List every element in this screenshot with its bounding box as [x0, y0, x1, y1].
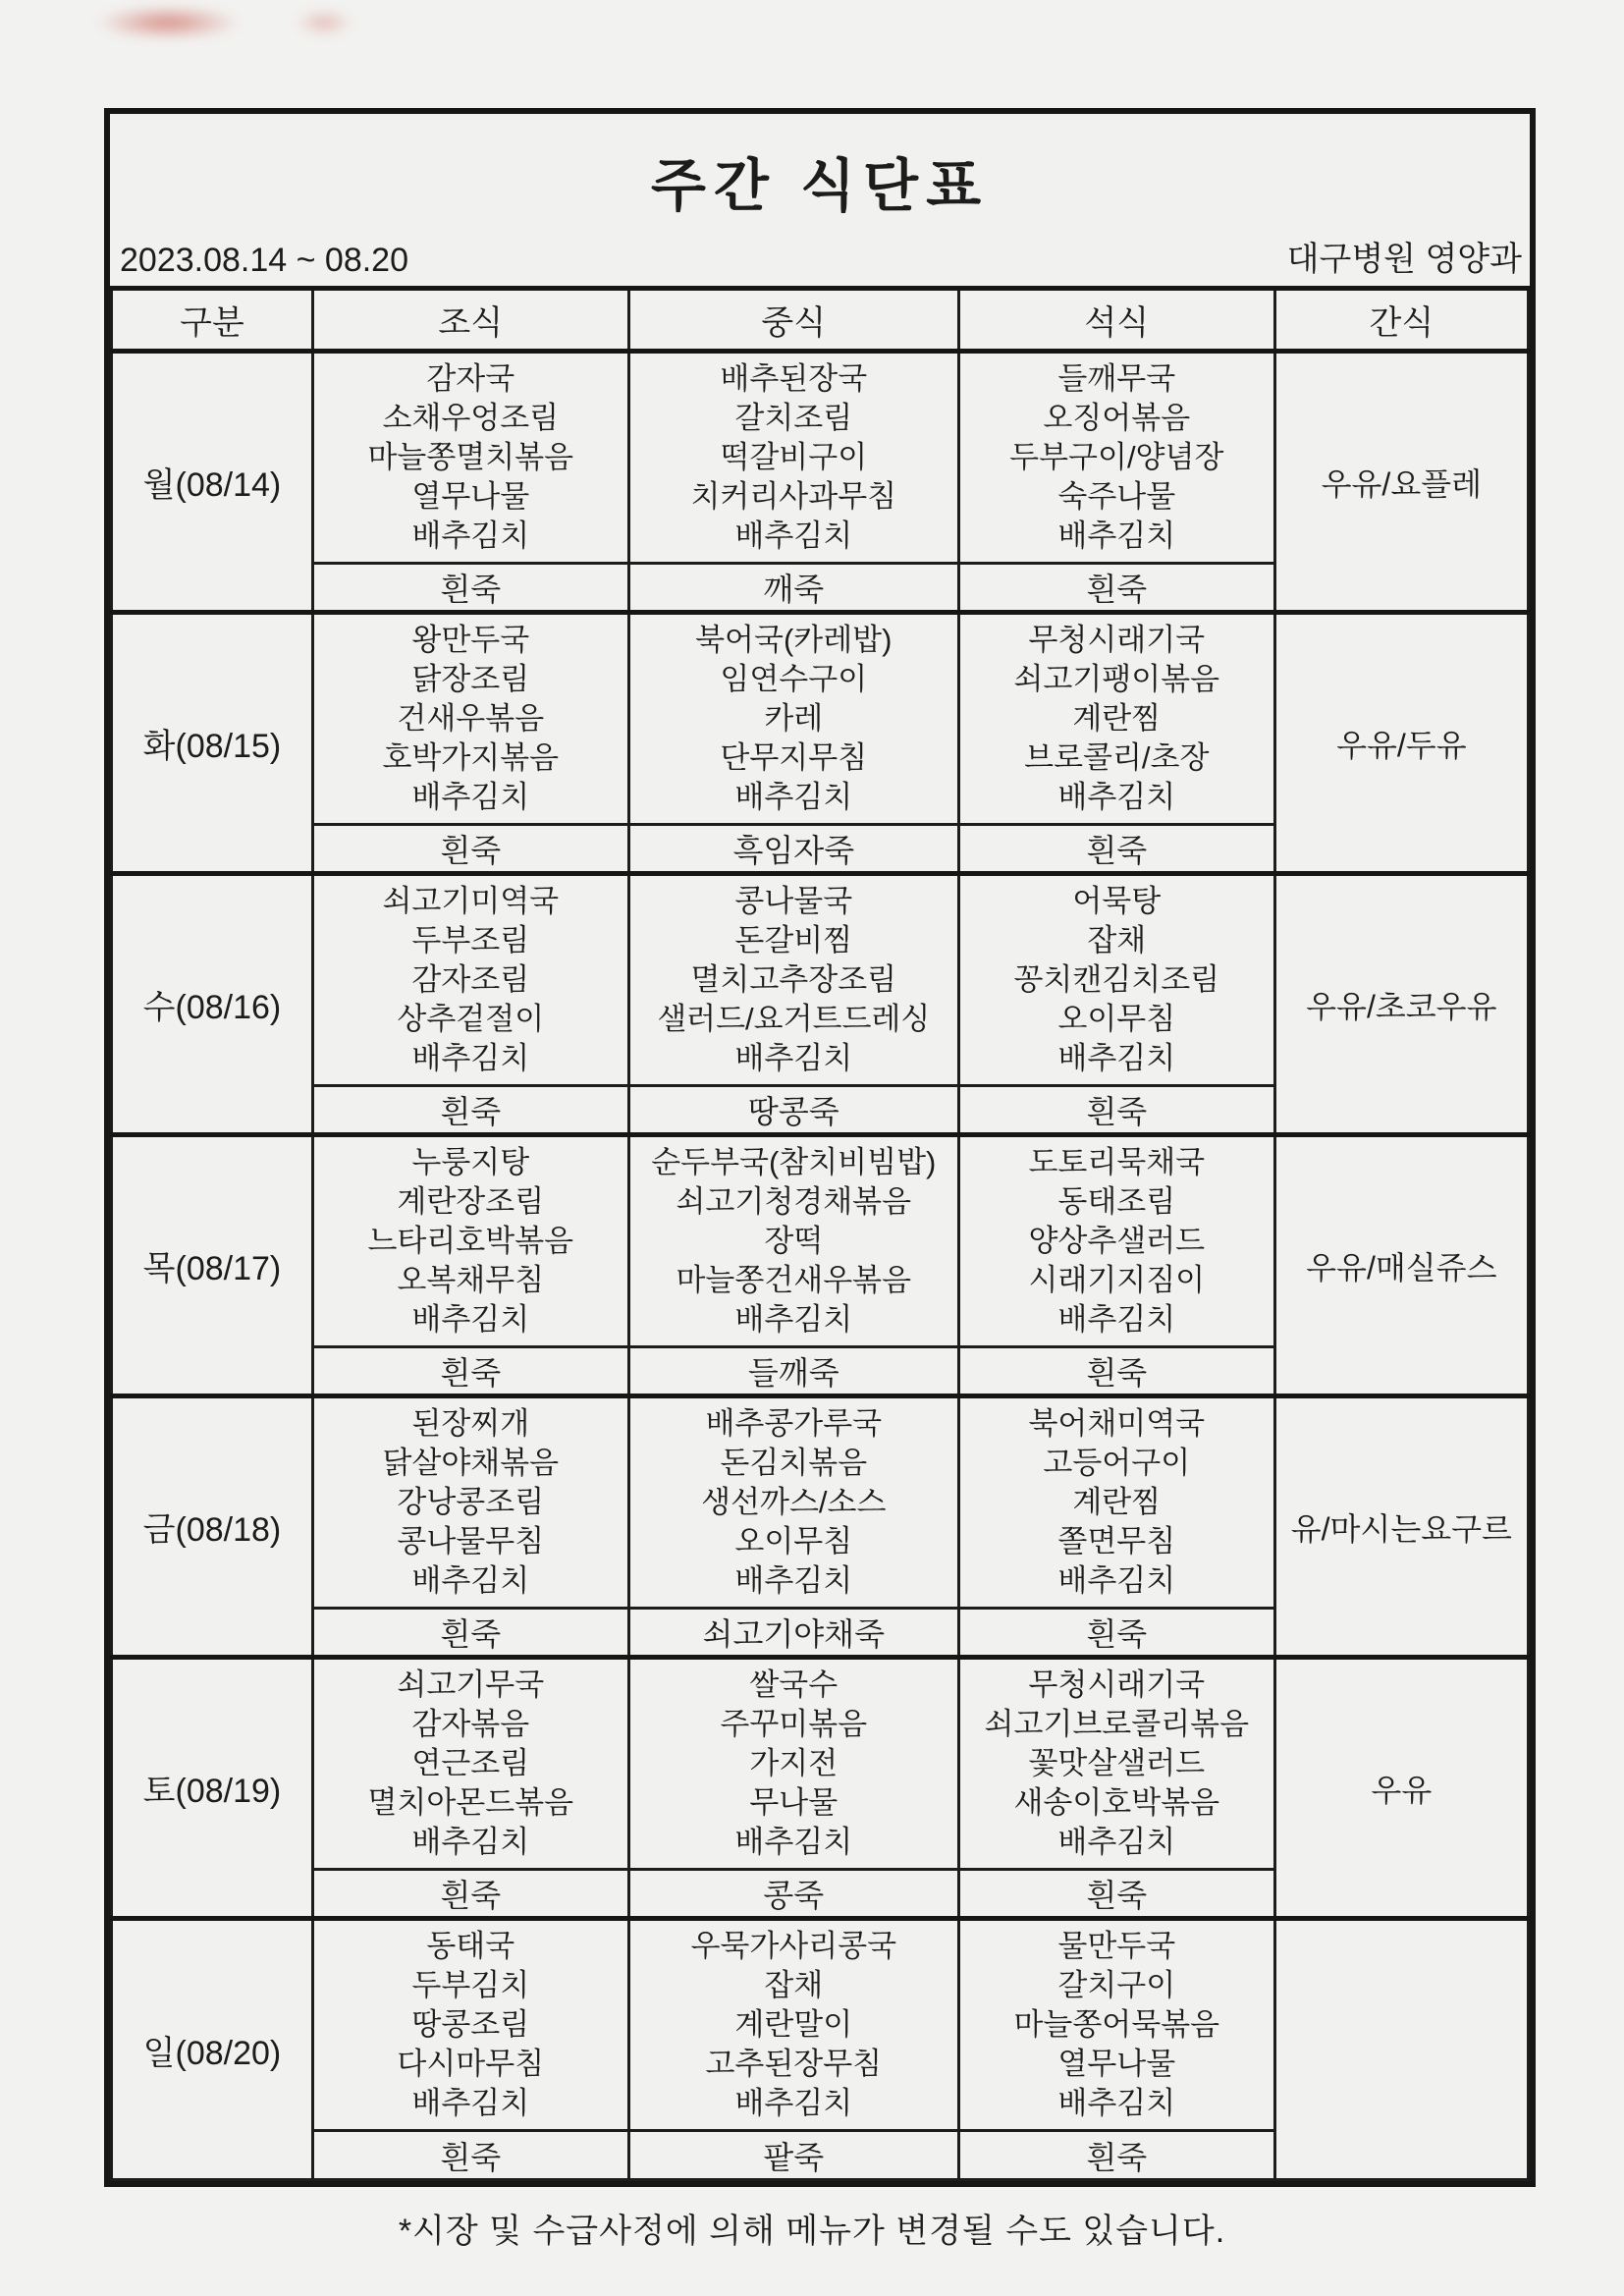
day-label: 목(08/17)	[112, 1135, 313, 1396]
breakfast-menu-cell	[312, 613, 628, 825]
menu-item: 꽃맛살샐러드	[1028, 1746, 1206, 1780]
menu-item: 배추김치	[1057, 519, 1176, 553]
menu-item: 갈치조림	[734, 401, 853, 435]
lunch-menu-cell	[628, 874, 958, 1086]
day-row	[112, 613, 1529, 825]
breakfast-porridge-cell: 흰죽	[312, 2131, 628, 2180]
header-cell-category: 구분	[112, 289, 313, 352]
breakfast-menu-cell	[312, 1658, 628, 1870]
dinner-menu-cell	[958, 613, 1274, 825]
dinner-menu-cell	[958, 1396, 1274, 1609]
snack-cell: 우유/초코우유	[1274, 874, 1528, 1135]
day-row	[112, 352, 1529, 564]
menu-item: 소채우엉조림	[382, 401, 560, 435]
menu-item: 땅콩조림	[411, 2007, 530, 2042]
menu-item: 시래기지짐이	[1028, 1263, 1206, 1297]
menu-item: 우묵가사리콩국	[690, 1929, 897, 1963]
menu-item: 생선까스/소스	[701, 1485, 887, 1519]
menu-item: 샐러드/요거트드레싱	[657, 1002, 931, 1036]
menu-item: 동태조림	[1057, 1184, 1176, 1219]
menu-item: 북어국(카레밥)	[695, 623, 893, 657]
menu-item: 계란말이	[734, 2007, 853, 2042]
menu-item: 멸치아몬드볶음	[367, 1785, 574, 1820]
dinner-porridge-cell: 흰죽	[958, 1609, 1274, 1658]
snack-cell: 우유/매실쥬스	[1274, 1135, 1528, 1396]
menu-item: 배추김치	[1057, 1825, 1176, 1859]
menu-item: 쇠고기미역국	[382, 884, 560, 918]
header-cell-breakfast: 조식	[312, 289, 628, 352]
menu-item: 임연수구이	[720, 662, 868, 696]
menu-item: 들깨무국	[1057, 361, 1176, 396]
menu-item: 순두부국(참치비빔밥)	[651, 1145, 937, 1179]
menu-item: 배추김치	[411, 1302, 530, 1337]
dinner-porridge-cell: 흰죽	[958, 1086, 1274, 1135]
lunch-menu-cell	[628, 613, 958, 825]
lunch-porridge-cell: 콩죽	[628, 1870, 958, 1919]
menu-item: 감자볶음	[411, 1707, 530, 1741]
footnote: *시장 및 수급사정에 의해 메뉴가 변경될 수도 있습니다.	[398, 2213, 1226, 2250]
header-cell-snack: 간식	[1274, 289, 1528, 352]
menu-item: 두부조림	[411, 923, 530, 957]
menu-item: 마늘쫑건새우볶음	[676, 1263, 912, 1297]
header-cell-lunch: 중식	[628, 289, 958, 352]
breakfast-porridge-cell: 흰죽	[312, 564, 628, 613]
menu-item: 오이무침	[1057, 1002, 1176, 1036]
snack-cell: 유/마시는요구르	[1274, 1396, 1528, 1658]
lunch-menu-cell	[628, 1135, 958, 1347]
menu-item: 무청시래기국	[1028, 623, 1206, 657]
menu-item: 쇠고기브로콜리볶음	[984, 1707, 1250, 1741]
menu-item: 건새우볶음	[397, 701, 545, 736]
menu-item: 열무나물	[411, 479, 530, 514]
menu-item: 어묵탕	[1072, 884, 1162, 918]
menu-item: 닭장조림	[411, 662, 530, 696]
menu-item: 호박가지볶음	[382, 740, 560, 775]
department-name: 대구병원 영양과	[1286, 241, 1522, 278]
menu-item: 배추김치	[734, 780, 853, 814]
breakfast-menu-cell	[312, 874, 628, 1086]
lunch-porridge-cell: 쇠고기야채죽	[628, 1609, 958, 1658]
menu-item: 감자국	[426, 361, 515, 396]
day-label: 수(08/16)	[112, 874, 313, 1135]
menu-item: 오징어볶음	[1043, 401, 1191, 435]
menu-item: 꽁치캔김치조림	[1013, 962, 1220, 997]
dinner-menu-cell	[958, 874, 1274, 1086]
lunch-menu-cell	[628, 1396, 958, 1609]
menu-item: 동태국	[426, 1929, 515, 1963]
lunch-porridge-cell: 깨죽	[628, 564, 958, 613]
breakfast-menu-cell	[312, 1919, 628, 2131]
menu-item: 고추된장무침	[705, 2047, 883, 2081]
breakfast-menu-cell	[312, 1396, 628, 1609]
menu-item: 돈갈비찜	[734, 923, 853, 957]
menu-item: 배추김치	[1057, 1563, 1176, 1598]
menu-item: 고등어구이	[1043, 1446, 1191, 1480]
menu-item: 누룽지탕	[411, 1145, 530, 1179]
breakfast-porridge-cell: 흰죽	[312, 825, 628, 874]
menu-item: 멸치고추장조림	[690, 962, 897, 997]
menu-item: 오복채무침	[397, 1263, 545, 1297]
menu-item: 쇠고기청경채볶음	[676, 1184, 912, 1219]
breakfast-menu-cell	[312, 352, 628, 564]
dinner-porridge-cell: 흰죽	[958, 564, 1274, 613]
dinner-menu-cell	[958, 1658, 1274, 1870]
menu-item: 왕만두국	[411, 623, 530, 657]
dinner-menu-cell	[958, 352, 1274, 564]
menu-item: 배추김치	[1057, 780, 1176, 814]
lunch-menu-cell	[628, 1919, 958, 2131]
menu-item: 배추김치	[734, 1563, 853, 1598]
menu-item: 배추콩가루국	[705, 1406, 883, 1441]
menu-item: 배추김치	[734, 2086, 853, 2120]
menu-item: 배추김치	[734, 1302, 853, 1337]
menu-item: 계란찜	[1072, 701, 1162, 736]
menu-item: 배추김치	[411, 2086, 530, 2120]
header-row	[112, 289, 1529, 352]
day-row	[112, 1135, 1529, 1347]
day-row	[112, 1658, 1529, 1870]
menu-item: 배추김치	[734, 1825, 853, 1859]
day-label: 토(08/19)	[112, 1658, 313, 1919]
breakfast-menu-cell	[312, 1135, 628, 1347]
menu-item: 배추김치	[411, 780, 530, 814]
menu-item: 갈치구이	[1057, 1968, 1176, 2002]
menu-item: 쇠고기무국	[397, 1667, 545, 1702]
dinner-porridge-cell: 흰죽	[958, 1347, 1274, 1396]
snack-cell	[1274, 1919, 1528, 2180]
breakfast-porridge-cell: 흰죽	[312, 1086, 628, 1135]
menu-item: 숙주나물	[1057, 479, 1176, 514]
scan-artifact	[94, 6, 242, 39]
weekly-menu-table	[110, 286, 1530, 2181]
breakfast-porridge-cell: 흰죽	[312, 1870, 628, 1919]
menu-item: 돈김치볶음	[720, 1446, 868, 1480]
page-title: 주간 식단표	[650, 154, 990, 218]
menu-item: 새송이호박볶음	[1013, 1785, 1220, 1820]
menu-item: 쌀국수	[749, 1667, 839, 1702]
dinner-porridge-cell: 흰죽	[958, 2131, 1274, 2180]
menu-item: 마늘쫑어묵볶음	[1013, 2007, 1220, 2042]
scan-artifact	[295, 10, 353, 35]
day-row	[112, 874, 1529, 1086]
menu-item: 카레	[764, 701, 824, 736]
menu-item: 가지전	[749, 1746, 839, 1780]
menu-item: 배추김치	[734, 519, 853, 553]
menu-item: 느타리호박볶음	[367, 1224, 574, 1258]
snack-cell: 우유/요플레	[1274, 352, 1528, 613]
menu-item: 마늘쫑멸치볶음	[367, 440, 574, 474]
menu-item: 배추김치	[411, 1825, 530, 1859]
lunch-porridge-cell: 흑임자죽	[628, 825, 958, 874]
menu-item: 배추김치	[734, 1041, 853, 1075]
menu-item: 물만두국	[1057, 1929, 1176, 1963]
menu-item: 계란찜	[1072, 1485, 1162, 1519]
menu-item: 두부김치	[411, 1968, 530, 2002]
day-label: 금(08/18)	[112, 1396, 313, 1658]
menu-item: 배추된장국	[720, 361, 868, 396]
day-row	[112, 1396, 1529, 1609]
dinner-menu-cell	[958, 1919, 1274, 2131]
lunch-porridge-cell: 땅콩죽	[628, 1086, 958, 1135]
menu-item: 잡채	[1087, 923, 1147, 957]
header-cell-dinner: 석식	[958, 289, 1274, 352]
menu-item: 강낭콩조림	[397, 1485, 545, 1519]
menu-item: 콩나물국	[734, 884, 853, 918]
menu-item: 주꾸미볶음	[720, 1707, 868, 1741]
menu-item: 감자조림	[411, 962, 530, 997]
menu-item: 치커리사과무침	[690, 479, 897, 514]
menu-item: 떡갈비구이	[720, 440, 868, 474]
menu-item: 닭살야채볶음	[382, 1446, 560, 1480]
breakfast-porridge-cell: 흰죽	[312, 1609, 628, 1658]
menu-item: 오이무침	[734, 1524, 853, 1558]
lunch-porridge-cell: 팥죽	[628, 2131, 958, 2180]
dinner-porridge-cell: 흰죽	[958, 1870, 1274, 1919]
snack-cell: 우유	[1274, 1658, 1528, 1919]
lunch-menu-cell	[628, 1658, 958, 1870]
menu-item: 양상추샐러드	[1028, 1224, 1206, 1258]
day-label: 월(08/14)	[112, 352, 313, 613]
menu-item: 단무지무침	[720, 740, 868, 775]
dinner-menu-cell	[958, 1135, 1274, 1347]
menu-item: 배추김치	[411, 1041, 530, 1075]
menu-item: 잡채	[764, 1968, 824, 2002]
menu-item: 북어채미역국	[1028, 1406, 1206, 1441]
date-range: 2023.08.14 ~ 08.20	[120, 242, 408, 279]
lunch-porridge-cell: 들깨죽	[628, 1347, 958, 1396]
menu-item: 다시마무침	[397, 2047, 545, 2081]
menu-item: 배추김치	[1057, 2086, 1176, 2120]
menu-item: 된장찌개	[411, 1406, 530, 1441]
menu-item: 브로콜리/초장	[1024, 740, 1210, 775]
lunch-menu-cell	[628, 352, 958, 564]
day-label: 화(08/15)	[112, 613, 313, 874]
menu-item: 콩나물무침	[397, 1524, 545, 1558]
menu-item: 장떡	[764, 1224, 824, 1258]
menu-item: 배추김치	[1057, 1041, 1176, 1075]
menu-item: 배추김치	[411, 1563, 530, 1598]
menu-item: 쇠고기팽이볶음	[1013, 662, 1220, 696]
menu-item: 연근조림	[411, 1746, 530, 1780]
menu-item: 쫄면무침	[1057, 1524, 1176, 1558]
breakfast-porridge-cell: 흰죽	[312, 1347, 628, 1396]
menu-item: 무나물	[749, 1785, 839, 1820]
menu-item: 도토리묵채국	[1028, 1145, 1206, 1179]
day-label: 일(08/20)	[112, 1919, 313, 2180]
menu-item: 두부구이/양념장	[1009, 440, 1224, 474]
menu-item: 상추겉절이	[397, 1002, 545, 1036]
menu-sheet	[104, 108, 1536, 2187]
day-row	[112, 1919, 1529, 2131]
menu-item: 열무나물	[1057, 2047, 1176, 2081]
dinner-porridge-cell: 흰죽	[958, 825, 1274, 874]
menu-item: 배추김치	[411, 519, 530, 553]
menu-item: 무청시래기국	[1028, 1667, 1206, 1702]
snack-cell: 우유/두유	[1274, 613, 1528, 874]
menu-item: 계란장조림	[397, 1184, 545, 1219]
menu-item: 배추김치	[1057, 1302, 1176, 1337]
